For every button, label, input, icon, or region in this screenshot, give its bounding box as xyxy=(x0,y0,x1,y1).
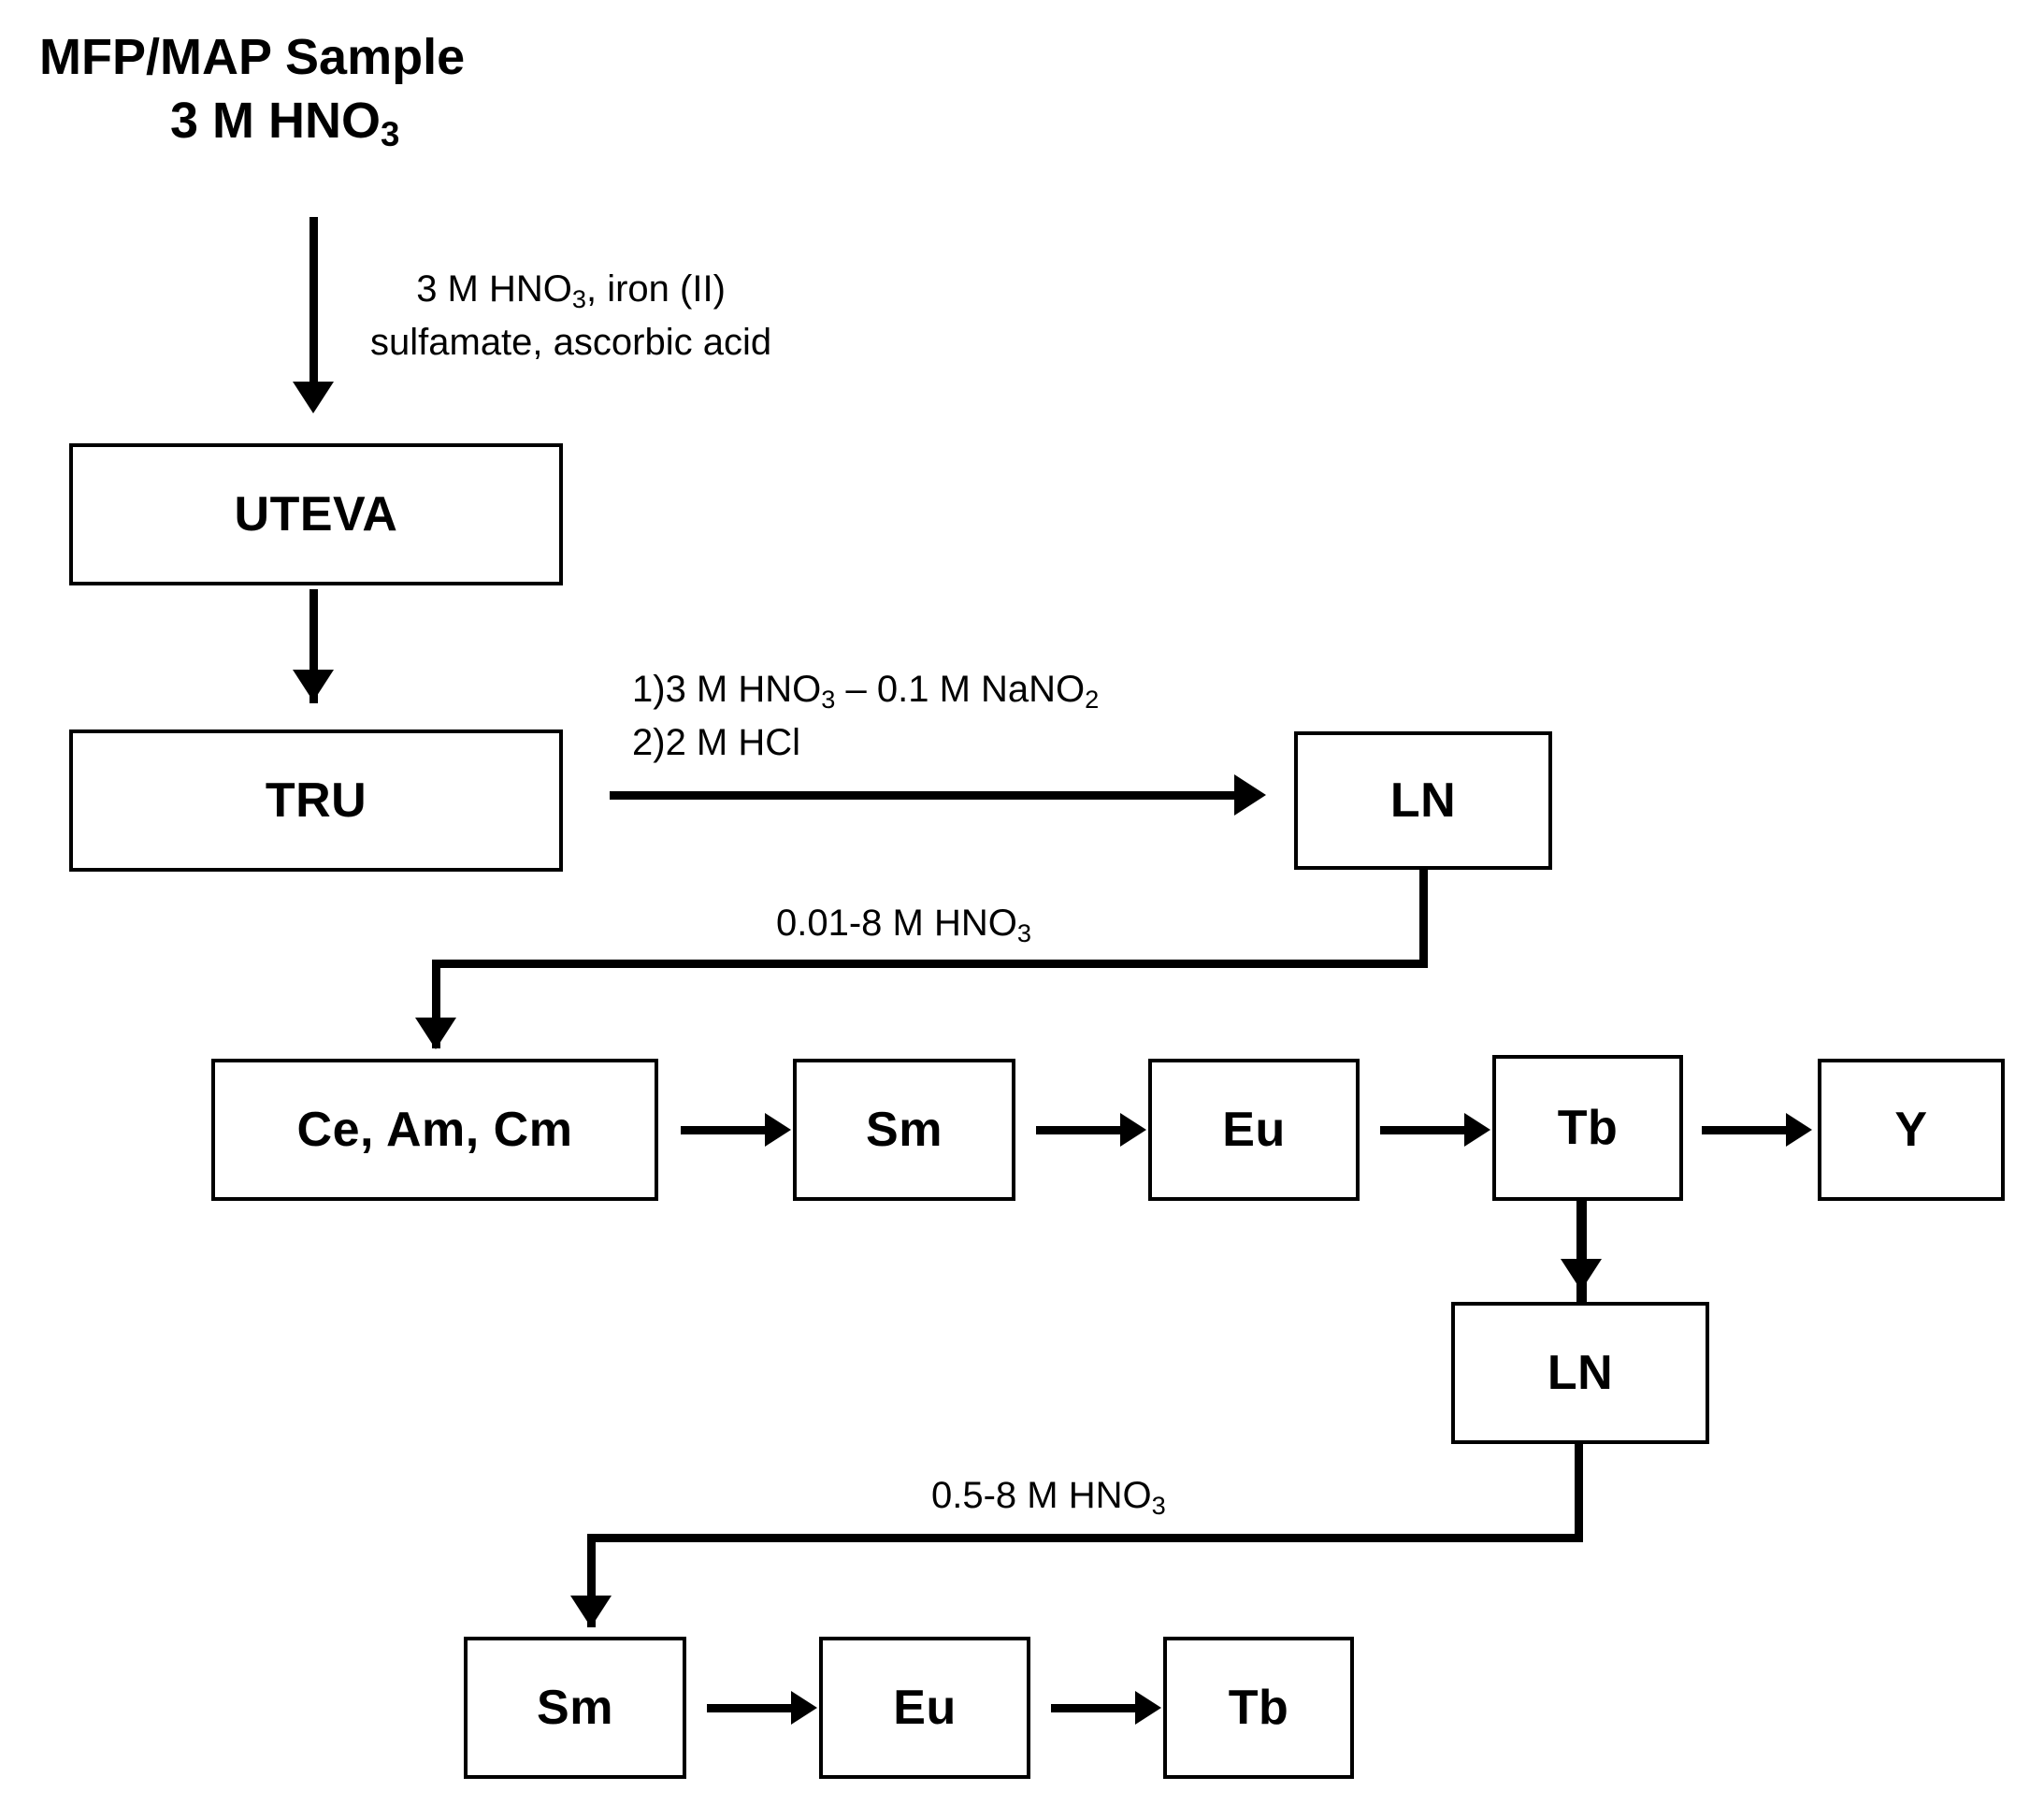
box-tb-1-label: Tb xyxy=(1557,1101,1619,1155)
box-ln-2[interactable] xyxy=(1451,1302,1709,1444)
box-tru-label: TRU xyxy=(265,773,367,828)
label-ln1-elution: 0.01-8 M $HNO_3$ xyxy=(776,903,1031,947)
box-sm-2[interactable] xyxy=(464,1637,686,1779)
box-y[interactable] xyxy=(1818,1059,2005,1201)
arrowhead-eu1-to-tb1 xyxy=(1464,1113,1490,1147)
arrowhead-sm2-to-eu2 xyxy=(791,1691,817,1725)
box-tb-2[interactable] xyxy=(1163,1637,1354,1779)
box-sm-2-label: Sm xyxy=(537,1681,613,1735)
label-feed-conditions xyxy=(370,264,771,368)
box-ln-2-label: LN xyxy=(1547,1346,1614,1400)
connector-sm1-to-eu1 xyxy=(1036,1126,1133,1134)
box-uteva[interactable] xyxy=(69,443,563,585)
label-tru-to-ln xyxy=(632,664,1099,768)
box-eu-1[interactable] xyxy=(1148,1059,1360,1201)
arrowhead-eu2-to-tb2 xyxy=(1135,1691,1161,1725)
label-feed-line1: 3 M $HNO_3$, iron (II) xyxy=(416,268,726,313)
box-sm-1[interactable] xyxy=(793,1059,1015,1201)
box-y-label: Y xyxy=(1894,1103,1928,1157)
arrowhead-tru-to-ln xyxy=(1234,774,1266,816)
label-ln2-elution: 0.5-8 M $HNO_3$ xyxy=(931,1475,1166,1520)
arrowhead-tb1-to-y xyxy=(1786,1113,1812,1147)
connector-tb1-to-y xyxy=(1702,1126,1799,1134)
diagram-title-line2: 3 M $HNO_3$ xyxy=(170,92,400,153)
connector-ln1-drop xyxy=(1419,870,1428,968)
connector-tru-to-ln xyxy=(610,791,1255,800)
connector-ln2-run-left xyxy=(587,1534,1583,1542)
box-sm-1-label: Sm xyxy=(866,1103,943,1157)
connector-ln2-drop xyxy=(1575,1444,1583,1542)
diagram-title-line1: MFP/MAP Sample xyxy=(39,29,466,85)
box-uteva-label: UTEVA xyxy=(234,487,398,542)
box-tru[interactable] xyxy=(69,729,563,872)
connector-sm2-to-eu2 xyxy=(707,1704,804,1712)
arrowhead-ln1-to-ceamcm xyxy=(415,1018,456,1049)
arrowhead-uteva-to-tru xyxy=(293,670,334,701)
connector-eu1-to-tb1 xyxy=(1380,1126,1477,1134)
arrowhead-sm1-to-eu1 xyxy=(1120,1113,1146,1147)
arrowhead-ln2-to-sm2 xyxy=(570,1596,612,1627)
arrowhead-ceamcm-to-sm xyxy=(765,1113,791,1147)
box-ce-am-cm[interactable] xyxy=(211,1059,658,1201)
arrowhead-tb1-to-ln2 xyxy=(1561,1259,1602,1291)
connector-eu2-to-tb2 xyxy=(1051,1704,1148,1712)
label-tru-to-ln-line1: 1)3 M $HNO_3 - 0.1$ M NaNO$_2$ xyxy=(632,669,1100,714)
diagram-title xyxy=(39,26,465,156)
box-eu-2[interactable] xyxy=(819,1637,1030,1779)
box-tb-1[interactable] xyxy=(1492,1055,1683,1201)
connector-ln1-run-left xyxy=(432,960,1428,968)
box-ce-am-cm-label: Ce, Am, Cm xyxy=(296,1103,573,1157)
box-ln-1-label: LN xyxy=(1389,773,1457,828)
box-tb-2-label: Tb xyxy=(1228,1681,1289,1735)
box-ln-1[interactable] xyxy=(1294,731,1552,870)
box-eu-2-label: Eu xyxy=(893,1681,957,1735)
connector-sample-to-uteva xyxy=(309,217,318,395)
label-feed-line2: sulfamate, ascorbic acid xyxy=(370,321,772,363)
arrowhead-sample-to-uteva xyxy=(293,382,334,413)
connector-ceamcm-to-sm xyxy=(681,1126,778,1134)
label-tru-to-ln-line2: 2)2 M HCl xyxy=(632,721,801,763)
box-eu-1-label: Eu xyxy=(1222,1103,1286,1157)
